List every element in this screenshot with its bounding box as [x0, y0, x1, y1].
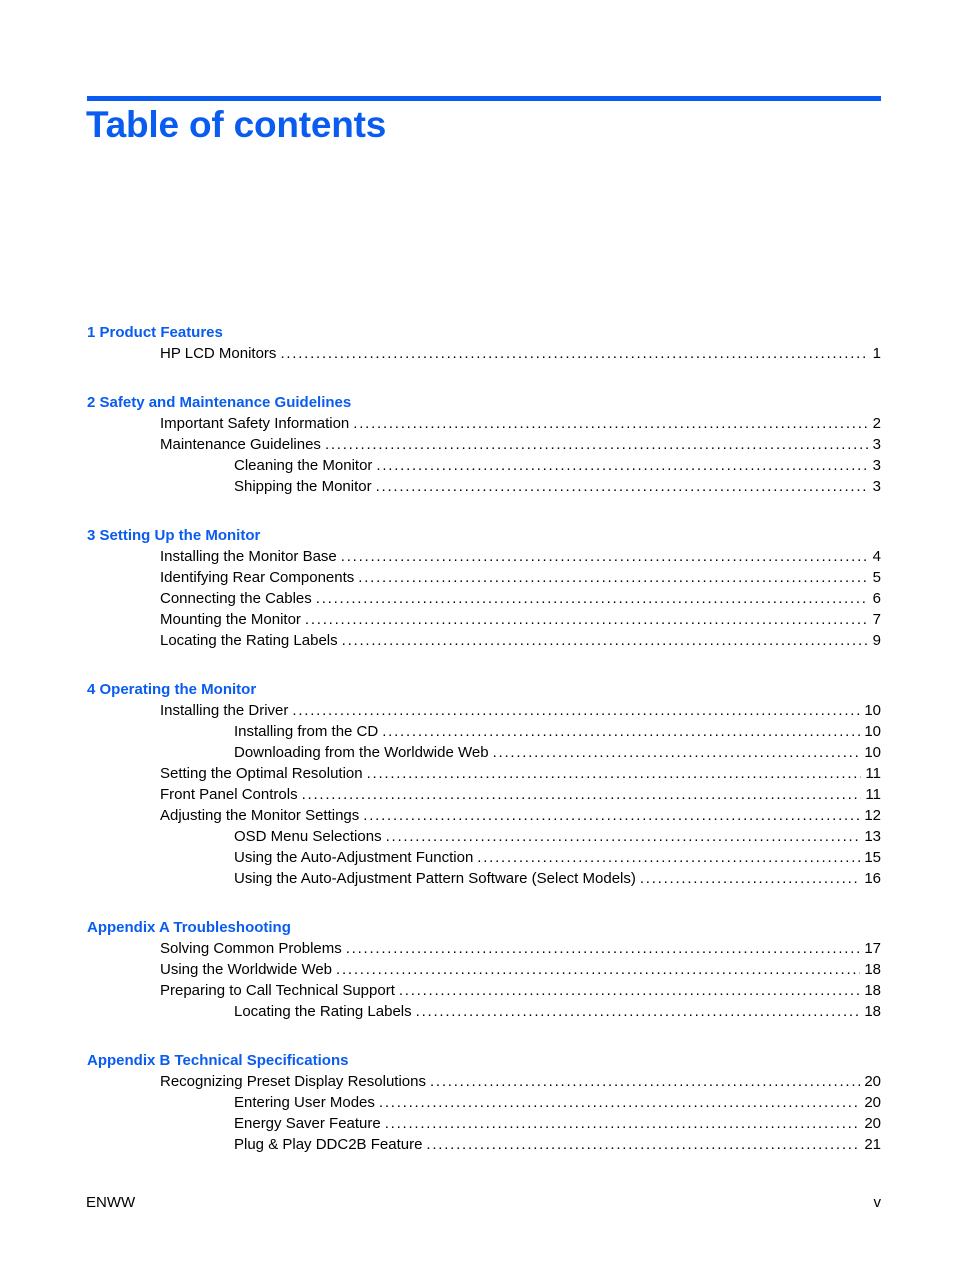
toc-entry-label: Connecting the Cables: [160, 590, 312, 607]
toc-entry-page: 7: [872, 611, 881, 628]
toc-chapter-heading[interactable]: 4 Operating the Monitor: [87, 681, 257, 698]
toc-entry-page: 3: [872, 457, 881, 474]
toc-leader: [399, 980, 860, 1001]
toc-entry-label: Energy Saver Feature: [234, 1115, 381, 1132]
toc-chapter-heading[interactable]: 1 Product Features: [87, 324, 223, 341]
toc-leader: [385, 1113, 861, 1134]
toc-leader: [363, 805, 860, 826]
toc-entry[interactable]: [87, 784, 881, 805]
toc-entry-label: Setting the Optimal Resolution: [160, 765, 363, 782]
toc-chapter: [87, 322, 881, 364]
toc-entry[interactable]: [87, 609, 881, 630]
toc-entry[interactable]: [87, 567, 881, 588]
toc-leader: [386, 826, 861, 847]
toc-entry-page: 20: [864, 1115, 881, 1132]
toc-chapter: [87, 679, 881, 889]
toc-chapter-heading[interactable]: Appendix B Technical Specifications: [87, 1052, 349, 1069]
toc-entry-page: 21: [864, 1136, 881, 1153]
toc-entry-page: 10: [864, 744, 881, 761]
toc-entry[interactable]: [87, 763, 881, 784]
toc-entry-page: 10: [864, 723, 881, 740]
toc-entry-page: 18: [864, 1003, 881, 1020]
table-of-contents: [87, 322, 881, 1183]
toc-chapter: [87, 917, 881, 1022]
toc-entry-page: 17: [864, 940, 881, 957]
toc-leader: [341, 546, 869, 567]
toc-leader: [316, 588, 869, 609]
toc-entry[interactable]: [87, 1113, 881, 1134]
toc-entry[interactable]: [87, 1134, 881, 1155]
toc-entry[interactable]: [87, 588, 881, 609]
toc-entry-label: Locating the Rating Labels: [234, 1003, 412, 1020]
toc-entry-label: Front Panel Controls: [160, 786, 298, 803]
toc-leader: [382, 721, 860, 742]
toc-entry-page: 5: [872, 569, 881, 586]
toc-entry[interactable]: [87, 1001, 881, 1022]
toc-entry-page: 11: [865, 765, 881, 782]
toc-leader: [379, 1092, 860, 1113]
toc-entry-page: 2: [872, 415, 881, 432]
toc-entry[interactable]: [87, 805, 881, 826]
toc-entry[interactable]: [87, 721, 881, 742]
toc-leader: [376, 476, 869, 497]
toc-entry-label: Installing the Monitor Base: [160, 548, 337, 565]
toc-entry-label: Adjusting the Monitor Settings: [160, 807, 360, 824]
toc-entry-label: HP LCD Monitors: [160, 345, 277, 362]
toc-entry-label: Installing from the CD: [234, 723, 379, 740]
toc-entry-page: 3: [872, 436, 881, 453]
toc-entry-page: 12: [864, 807, 881, 824]
toc-entry-label: Solving Common Problems: [160, 940, 342, 957]
toc-entry[interactable]: [87, 742, 881, 763]
toc-entry-page: 6: [872, 590, 881, 607]
toc-leader: [336, 959, 860, 980]
toc-chapter: [87, 392, 881, 497]
toc-leader: [292, 700, 860, 721]
toc-entry[interactable]: [87, 630, 881, 651]
toc-leader: [280, 343, 868, 364]
toc-entry-page: 18: [864, 982, 881, 999]
toc-entry[interactable]: [87, 546, 881, 567]
toc-entry[interactable]: [87, 980, 881, 1001]
toc-entry[interactable]: [87, 1071, 881, 1092]
toc-entry-page: 11: [865, 786, 881, 803]
toc-entry-label: Locating the Rating Labels: [160, 632, 338, 649]
toc-entry[interactable]: [87, 959, 881, 980]
toc-leader: [346, 938, 861, 959]
toc-entry[interactable]: [87, 413, 881, 434]
toc-entry-label: Using the Worldwide Web: [160, 961, 333, 978]
toc-leader: [353, 413, 868, 434]
toc-leader: [477, 847, 860, 868]
toc-entry-label: Important Safety Information: [160, 415, 350, 432]
toc-leader: [376, 455, 868, 476]
toc-entry-page: 9: [872, 632, 881, 649]
page-title: Table of contents: [86, 104, 387, 145]
toc-entry-page: 13: [864, 828, 881, 845]
toc-entry-label: Downloading from the Worldwide Web: [234, 744, 489, 761]
toc-entry-label: Identifying Rear Components: [160, 569, 355, 586]
toc-chapter: [87, 1050, 881, 1155]
toc-entry-label: Maintenance Guidelines: [160, 436, 321, 453]
toc-chapter-heading[interactable]: Appendix A Troubleshooting: [87, 919, 291, 936]
toc-entry-page: 15: [864, 849, 881, 866]
toc-leader: [493, 742, 861, 763]
toc-entry[interactable]: [87, 455, 881, 476]
footer-page-number: v: [873, 1194, 881, 1211]
toc-entry-label: Preparing to Call Technical Support: [160, 982, 395, 999]
toc-leader: [302, 784, 862, 805]
toc-entry[interactable]: [87, 826, 881, 847]
toc-entry-page: 18: [864, 961, 881, 978]
toc-entry-label: Plug & Play DDC2B Feature: [234, 1136, 423, 1153]
toc-entry-page: 20: [864, 1094, 881, 1111]
toc-entry-page: 4: [872, 548, 881, 565]
toc-chapter-heading[interactable]: 3 Setting Up the Monitor: [87, 527, 261, 544]
toc-entry-page: 10: [864, 702, 881, 719]
toc-entry[interactable]: [87, 476, 881, 497]
toc-leader: [426, 1134, 860, 1155]
toc-entry-label: Mounting the Monitor: [160, 611, 301, 628]
toc-leader: [416, 1001, 861, 1022]
toc-leader: [325, 434, 869, 455]
toc-entry-label: OSD Menu Selections: [234, 828, 382, 845]
toc-entry[interactable]: [87, 700, 881, 721]
toc-entry-label: Shipping the Monitor: [234, 478, 372, 495]
toc-entry[interactable]: [87, 868, 881, 889]
toc-entry[interactable]: [87, 343, 881, 364]
toc-leader: [367, 763, 862, 784]
toc-entry-label: Recognizing Preset Display Resolutions: [160, 1073, 426, 1090]
toc-entry-label: Using the Auto-Adjustment Pattern Software (Select Models): [234, 870, 636, 887]
toc-entry[interactable]: [87, 1092, 881, 1113]
toc-entry-label: Installing the Driver: [160, 702, 289, 719]
toc-entry[interactable]: [87, 434, 881, 455]
toc-entry[interactable]: [87, 847, 881, 868]
toc-leader: [358, 567, 868, 588]
toc-chapter: [87, 525, 881, 651]
toc-entry[interactable]: [87, 938, 881, 959]
toc-entry-label: Entering User Modes: [234, 1094, 375, 1111]
toc-leader: [430, 1071, 860, 1092]
toc-entry-page: 16: [864, 870, 881, 887]
toc-leader: [305, 609, 869, 630]
toc-leader: [342, 630, 869, 651]
footer-doc-code: ENWW: [86, 1194, 136, 1211]
toc-entry-page: 1: [872, 345, 881, 362]
toc-chapter-heading[interactable]: 2 Safety and Maintenance Guidelines: [87, 394, 352, 411]
toc-entry-label: Cleaning the Monitor: [234, 457, 373, 474]
toc-entry-label: Using the Auto-Adjustment Function: [234, 849, 474, 866]
toc-leader: [640, 868, 860, 889]
toc-entry-page: 20: [864, 1073, 881, 1090]
toc-entry-page: 3: [872, 478, 881, 495]
